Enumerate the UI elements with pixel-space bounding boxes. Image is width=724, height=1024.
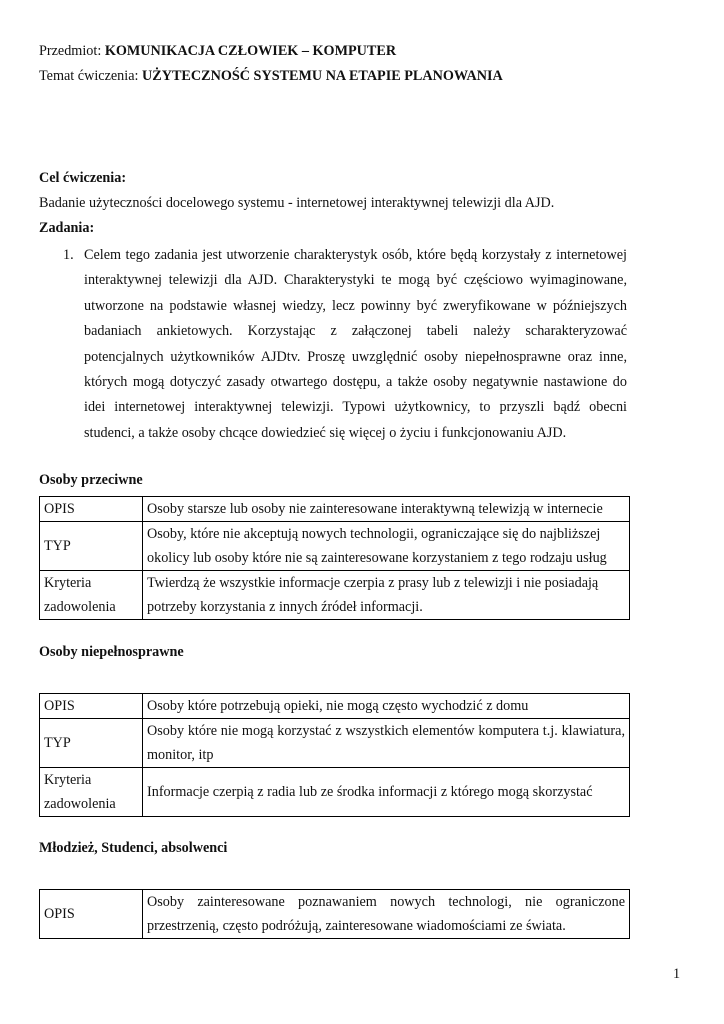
row-value: Osoby, które nie akceptują nowych technologii, ograniczające się do najbliższej okolicy lub osoby które nie są zainteresowane korzystaniem z tego rodzaju usług: [143, 522, 630, 571]
row-key: TYP: [40, 719, 143, 768]
topic-line: [39, 68, 503, 85]
table-row: [40, 497, 630, 522]
subject-value: KOMUNIKACJA CZŁOWIEK – KOMPUTER: [104, 43, 397, 59]
tasks-heading-text: Zadania:: [39, 220, 95, 236]
task-text: Celem tego zadania jest utworzenie charakterystyk osób, które będą korzystały z internetowej interaktywnej telewizji dla AJD. Charakterystyki te mogą być częściowo wyimaginowane, utworzone na podstawie własnej wiedzy, lecz powinny być zweryfikowane w późniejszych badaniach ankietowych. Korzystając z załączonej tabeli należy scharakteryzować potencjalnych użytkowników AJDtv. Proszę uwzględnić osoby niepełnosprawne oraz inne, których mogą dotyczyć zasady otwartego dostępu, a także osoby negatywnie nastawione do idei internetowej interaktywnej telewizji. Typowi użytkownicy, to przyszli bądź obecni studenci, a także osoby chcące dowiedzieć się więcej o życiu i funkcjonowaniu AJD.: [84, 247, 627, 441]
goal-heading-text: Cel ćwiczenia:: [39, 170, 127, 186]
table-row: [40, 571, 630, 620]
row-value: Osoby zainteresowane poznawaniem nowych technologi, nie ograniczone przestrzenią, często podróżują, zainteresowane wiadomościami ze świata.: [143, 890, 630, 939]
row-key: Kryteria zadowolenia: [40, 571, 143, 620]
subject-label: Przedmiot:: [39, 43, 102, 59]
row-value: Informacje czerpią z radia lub ze środka informacji z którego mogą skorzystać: [143, 768, 630, 817]
row-value: Osoby które nie mogą korzystać z wszystkich elementów komputera t.j. klawiatura, monitor, itp: [143, 719, 630, 768]
table-opponents: [39, 496, 630, 620]
goal-heading: [39, 170, 126, 187]
table-youth: [39, 889, 630, 939]
section-heading-text: Osoby niepełnosprawne: [39, 644, 184, 660]
row-key: OPIS: [40, 890, 143, 939]
goal-text: Badanie użyteczności docelowego systemu - internetowej interaktywnej telewizji dla AJD.: [39, 195, 555, 211]
table-row: [40, 522, 630, 571]
section-heading-text: Młodzież, Studenci, absolwenci: [39, 840, 228, 856]
topic-value: UŻYTECZNOŚĆ SYSTEMU NA ETAPIE PLANOWANIA: [142, 68, 503, 84]
row-value: Osoby starsze lub osoby nie zainteresowane interaktywną telewizją w internecie: [143, 497, 630, 522]
tasks-heading: [39, 220, 94, 237]
topic-label: Temat ćwiczenia:: [39, 68, 139, 84]
page-number: 1: [673, 966, 681, 982]
table-row: [40, 694, 630, 719]
table-row: [40, 719, 630, 768]
row-key: OPIS: [40, 694, 143, 719]
row-key: OPIS: [40, 497, 143, 522]
task-number: 1.: [63, 247, 74, 263]
row-key: TYP: [40, 522, 143, 571]
section-heading-youth: [39, 840, 227, 857]
row-key: Kryteria zadowolenia: [40, 768, 143, 817]
section-heading-opponents: [39, 472, 143, 489]
subject-line: [39, 43, 396, 60]
section-heading-disabled: [39, 644, 184, 661]
section-heading-text: Osoby przeciwne: [39, 472, 143, 488]
table-disabled: [39, 693, 630, 817]
row-value: Osoby które potrzebują opieki, nie mogą często wychodzić z domu: [143, 694, 630, 719]
row-value: Twierdzą że wszystkie informacje czerpia z prasy lub z telewizji i nie posiadają potrzeby korzystania z innych źródeł informacji.: [143, 571, 630, 620]
table-row: [40, 768, 630, 817]
table-row: [40, 890, 630, 939]
